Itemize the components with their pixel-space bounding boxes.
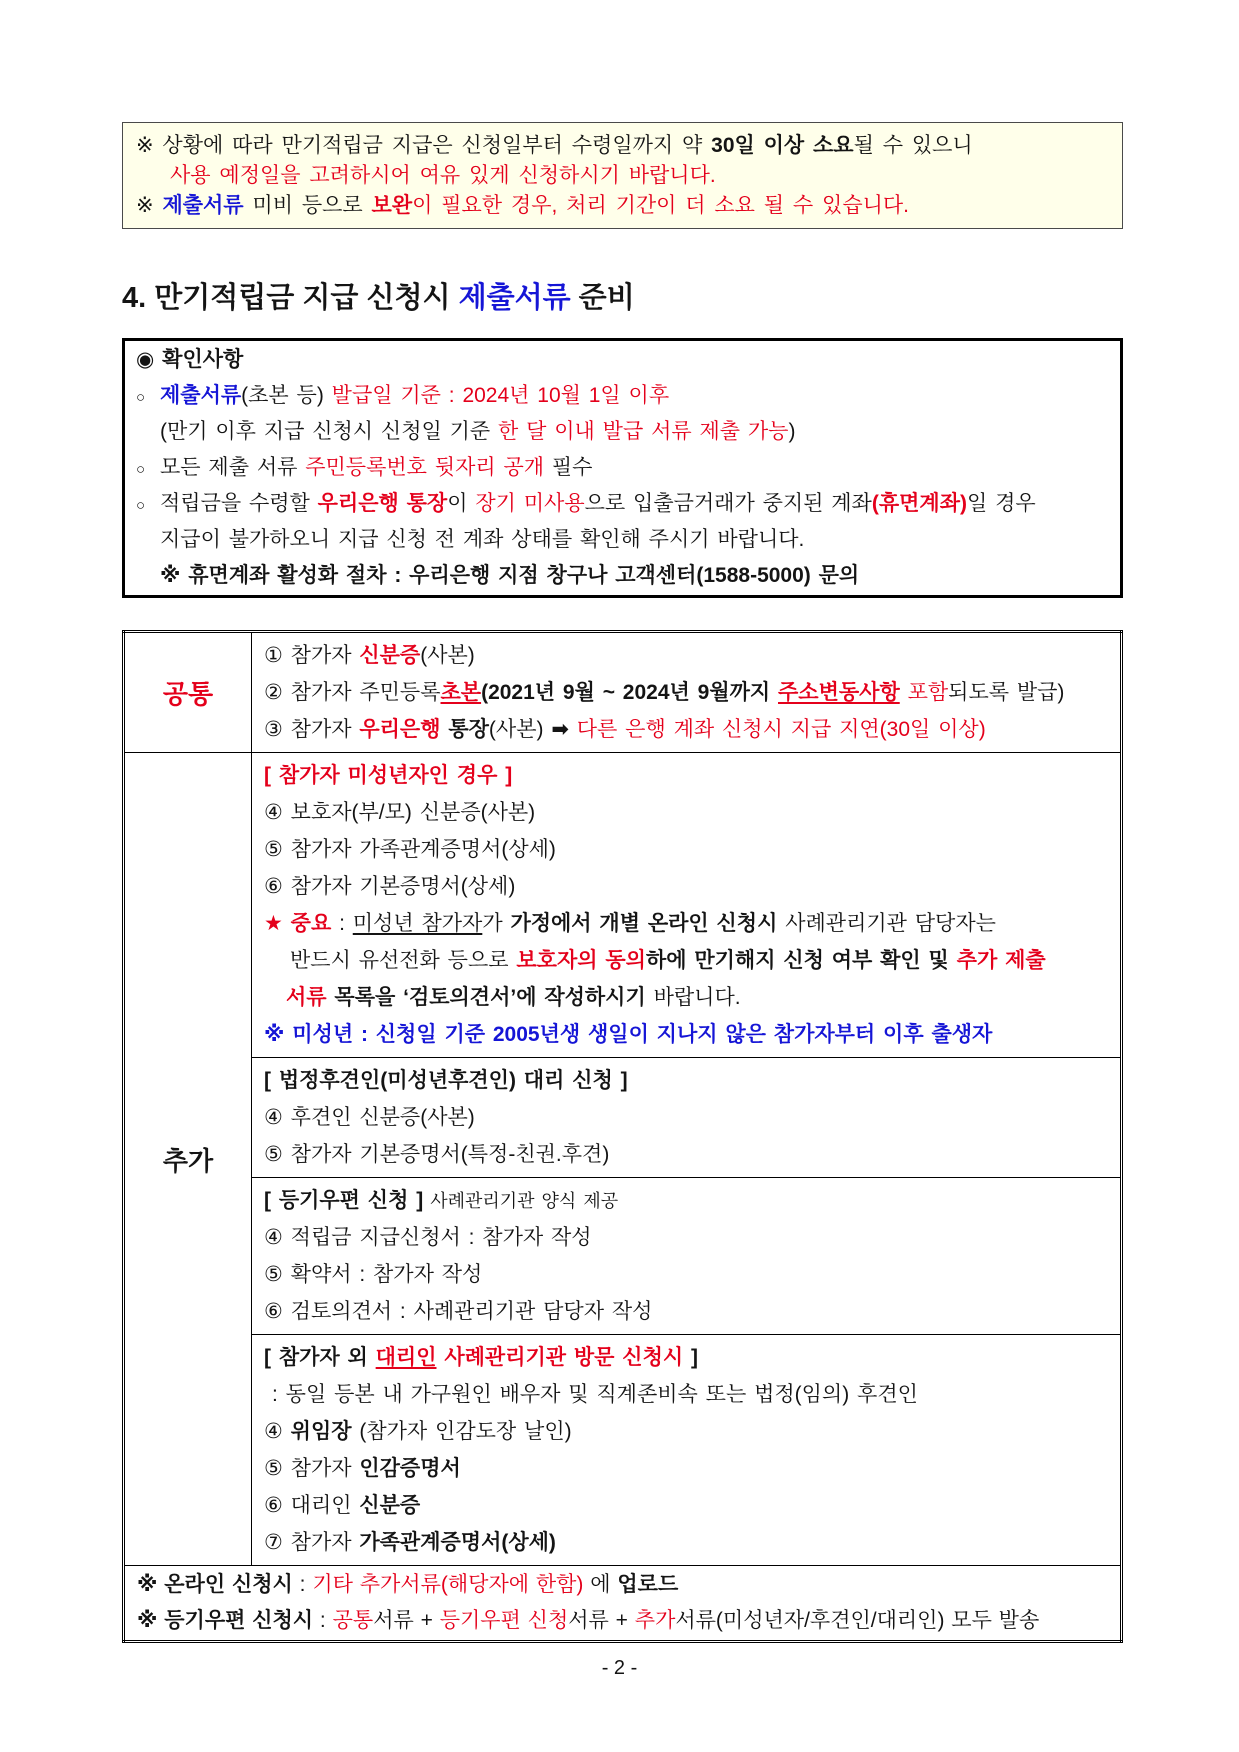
footer-text: : xyxy=(313,1609,333,1632)
doc-delay-warning: 다른 은행 계좌 신청시 지급 지연(30일 이상) xyxy=(568,718,986,741)
registered-mail-documents-cell xyxy=(252,1178,1122,1335)
checklist-text: 일 경우 xyxy=(967,492,1036,515)
checklist-text: 적립금을 수령할 xyxy=(160,492,318,515)
checklist-item-issue-detail xyxy=(136,414,1108,450)
proxy-title-text: ] xyxy=(683,1346,698,1369)
guardian-row xyxy=(124,1058,1122,1178)
registered-mail-title-line xyxy=(264,1182,1110,1219)
footer-mail-request-label: 등기우편 신청 xyxy=(439,1609,569,1632)
common-doc-2 xyxy=(264,674,1110,711)
circle-bullet-icon: ○ xyxy=(136,389,146,406)
proxy-title xyxy=(264,1339,1110,1376)
minor-important-line-2 xyxy=(264,942,1110,979)
footer-row xyxy=(124,1566,1122,1642)
minor-doc-4: ④ 보호자(부/모) 신분증(사본) xyxy=(264,801,536,824)
minor-participant-label: 미성년 참가자 xyxy=(352,912,483,935)
notice-text: 될 수 있으니 xyxy=(853,134,973,157)
notice-duration-emphasis: 30일 이상 소요 xyxy=(711,134,854,157)
proxy-documents-cell xyxy=(252,1335,1122,1566)
doc-number: ④ xyxy=(264,1420,291,1443)
proxy-doc-5 xyxy=(264,1450,1110,1487)
guardian-documents-cell xyxy=(252,1058,1122,1178)
guardian-consent-label: 보호자의 동의 xyxy=(516,949,646,972)
checklist-unused-label: 장기 미사용 xyxy=(475,492,585,515)
minor-doc-5: ⑤ 참가자 가족관계증명서(상세) xyxy=(264,838,556,861)
doc-number: ① xyxy=(264,644,283,667)
notice-line-2: 사용 예정일을 고려하시어 여유 있게 신청하시기 바랍니다. xyxy=(170,164,716,187)
doc-text: 사례관리기관 담당자는 xyxy=(777,912,996,935)
common-header: 공통 xyxy=(124,632,252,753)
doc-text: 가 xyxy=(482,912,511,935)
star-important-label: ★ 중요 xyxy=(264,912,332,935)
checklist-title: ◉ 확인사항 xyxy=(136,348,244,371)
doc-text: ⑦ 참가자 xyxy=(264,1531,360,1554)
footer-online-docs: 기타 추가서류(해당자에 한함) xyxy=(312,1573,584,1596)
doc-text: 참가자 주민등록 xyxy=(282,681,441,704)
additional-header: 추가 xyxy=(124,753,252,1566)
doc-text: 참가자 xyxy=(282,718,360,741)
doc-text: ⑤ 참가자 xyxy=(264,1457,360,1480)
doc-text: (참가자 인감도장 날인) xyxy=(351,1420,572,1443)
online-at-home-label: 가정에서 개별 온라인 신청시 xyxy=(510,912,778,935)
minor-definition: ※ 미성년 : 신청일 기준 2005년생 생일이 지나지 않은 참가자부터 이후 출생자 xyxy=(264,1023,993,1046)
footer-text: 서류 + xyxy=(568,1609,635,1632)
registered-mail-row xyxy=(124,1178,1122,1335)
doc-number: ② xyxy=(264,681,283,704)
seal-certificate-label: 인감증명서 xyxy=(359,1457,461,1480)
checklist-account-label: 우리은행 통장 xyxy=(317,492,448,515)
footer-mail-line xyxy=(137,1603,1110,1639)
checklist-issue-rule: 발급일 기준 : 2024년 10월 1일 이후 xyxy=(331,384,670,407)
footer-upload-label: 업로드 xyxy=(617,1573,679,1596)
circle-bullet-icon: ○ xyxy=(136,461,146,478)
registered-mail-doc-5: ⑤ 확약서 : 참가자 작성 xyxy=(264,1263,483,1286)
page-number: - 2 - xyxy=(601,1657,638,1679)
checklist-text: 모든 제출 서류 xyxy=(160,456,306,479)
proxy-doc-4 xyxy=(264,1413,1110,1450)
checklist-text: 으로 입출금거래가 중지된 계좌 xyxy=(584,492,872,515)
doc-text: ⑥ 대리인 xyxy=(264,1494,360,1517)
circle-bullet-icon: ○ xyxy=(136,497,146,514)
footer-mail-label: ※ 등기우편 신청시 xyxy=(137,1609,314,1632)
checklist-dormant-note: ※ 휴면계좌 활성화 절차 : 우리은행 지점 창구나 고객센터(1588-5000) 문의 xyxy=(160,564,860,587)
heading-highlight: 제출서류 xyxy=(458,282,571,314)
heading-text: 준비 xyxy=(570,282,635,314)
registered-mail-doc-4: ④ 적립금 지급신청서 : 참가자 작성 xyxy=(264,1226,592,1249)
extra-submission-label: 추가 제출 xyxy=(956,949,1046,972)
proxy-label: 대리인 xyxy=(375,1346,437,1369)
footer-common-label: 공통 xyxy=(332,1609,374,1632)
heading-text: 4. 만기적립금 지급 신청시 xyxy=(122,282,459,314)
checklist-item-resident-number xyxy=(136,450,1108,486)
footer-text: 서류(미성년자/후견인/대리인) 모두 발송 xyxy=(675,1609,1040,1632)
doc-address-history: 주소변동사항 xyxy=(778,681,900,704)
checklist-issue-detail-rule: 한 달 이내 발급 서류 제출 가능 xyxy=(498,420,789,443)
guardian-title: [ 법정후견인(미성년후견인) 대리 신청 ] xyxy=(264,1069,628,1092)
doc-text-bold: 목록을 ‘검토의견서’에 작성하시기 xyxy=(326,986,646,1009)
registered-mail-title: [ 등기우편 신청 ] xyxy=(264,1189,424,1212)
doc-text: (사본) xyxy=(488,718,552,741)
section-heading xyxy=(122,280,635,316)
registered-mail-doc-6: ⑥ 검토의견서 : 사례관리기관 담당자 작성 xyxy=(264,1300,653,1323)
footer-extra-label: 추가 xyxy=(634,1609,676,1632)
common-doc-1 xyxy=(264,637,1110,674)
minor-important-line-1 xyxy=(264,905,1110,942)
checklist-box xyxy=(122,338,1123,598)
checklist-documents-label: 제출서류 xyxy=(160,384,242,407)
arrow-right-icon: ➡ xyxy=(551,718,569,741)
extra-submission-label: 서류 xyxy=(286,986,327,1009)
doc-include: 포함 xyxy=(899,681,949,704)
doc-text-bold: 하에 만기해지 신청 여부 확인 및 xyxy=(645,949,957,972)
notice-text: ※ 상황에 따라 만기적립금 지급은 신청일부터 수령일까지 약 xyxy=(136,134,712,157)
doc-text: (사본) xyxy=(420,644,475,667)
doc-number: ③ xyxy=(264,718,283,741)
doc-bank: 우리은행 xyxy=(359,718,449,741)
notice-line-3 xyxy=(136,191,1110,221)
proxy-id-label: 신분증 xyxy=(359,1494,421,1517)
notice-line-1 xyxy=(136,131,1110,161)
checklist-item-dormant-detail: 지급이 불가하오니 지급 신청 전 계좌 상태를 확인해 주시기 바랍니다. xyxy=(160,528,805,551)
footer-online-line xyxy=(137,1567,1110,1603)
minor-documents-cell xyxy=(252,753,1122,1058)
checklist-item-dormant-account xyxy=(136,486,1108,522)
doc-text: 반드시 유선전화 등으로 xyxy=(290,949,517,972)
proxy-scope: : 동일 등본 내 가구원인 배우자 및 직계존비속 또는 법정(임의) 후견인 xyxy=(272,1383,918,1406)
power-of-attorney-label: 위임장 xyxy=(290,1420,352,1443)
checklist-text: (초본 등) xyxy=(241,384,332,407)
notice-box xyxy=(122,122,1123,229)
checklist-resident-number-rule: 주민등록번호 뒷자리 공개 xyxy=(305,456,545,479)
notice-supplement-label: 보완 xyxy=(371,194,413,217)
footer-text: 서류 + xyxy=(373,1609,440,1632)
guardian-doc-5: ⑤ 참가자 기본증명서(특정-친권.후견) xyxy=(264,1143,610,1166)
doc-abstract: 초본 xyxy=(440,681,482,704)
notice-mark: ※ xyxy=(136,194,163,217)
footer-online-label: ※ 온라인 신청시 xyxy=(137,1573,293,1596)
doc-id-card: 신분증 xyxy=(359,644,421,667)
common-doc-3 xyxy=(264,711,1110,748)
checklist-text: 이 xyxy=(447,492,476,515)
footer-text: : xyxy=(292,1573,313,1596)
checklist-text: (만기 이후 지급 신청시 신청일 기준 xyxy=(160,420,499,443)
doc-passbook: 통장 xyxy=(448,718,489,741)
doc-text: 되도록 발급) xyxy=(948,681,1065,704)
doc-text: 참가자 xyxy=(282,644,360,667)
doc-text: : xyxy=(331,912,353,935)
checklist-item-issue-date xyxy=(136,378,1108,414)
common-row xyxy=(124,632,1122,753)
doc-period: (2021년 9월 ~ 2024년 9월까지 xyxy=(481,681,779,704)
documents-table xyxy=(122,630,1123,1643)
proxy-doc-6 xyxy=(264,1487,1110,1524)
notice-documents-label: 제출서류 xyxy=(162,194,244,217)
checklist-text: 필수 xyxy=(544,456,593,479)
checklist-text: ) xyxy=(788,420,796,443)
checklist-dormant-label: (휴면계좌) xyxy=(871,492,967,515)
minor-important-line-3 xyxy=(264,979,1110,1016)
guardian-doc-4: ④ 후견인 신분증(사본) xyxy=(264,1106,475,1129)
family-relation-certificate-label: 가족관계증명서(상세) xyxy=(359,1531,556,1554)
proxy-visit-label: 사례관리기관 방문 신청시 xyxy=(436,1346,684,1369)
common-documents-cell xyxy=(252,632,1122,753)
proxy-row xyxy=(124,1335,1122,1566)
footer-cell xyxy=(124,1566,1122,1642)
proxy-title-text: [ 참가자 외 xyxy=(264,1346,376,1369)
registered-mail-title-note: 사례관리기관 양식 제공 xyxy=(423,1191,619,1211)
proxy-doc-7 xyxy=(264,1524,1110,1561)
minor-doc-6: ⑥ 참가자 기본증명서(상세) xyxy=(264,875,516,898)
doc-text: 바랍니다. xyxy=(645,986,741,1009)
notice-text: 미비 등으로 xyxy=(243,194,372,217)
minor-row xyxy=(124,753,1122,1058)
notice-delay-text: 이 필요한 경우, 처리 기간이 더 소요 될 수 있습니다. xyxy=(412,194,910,217)
footer-text: 에 xyxy=(583,1573,618,1596)
minor-title: [ 참가자 미성년자인 경우 ] xyxy=(264,764,513,787)
